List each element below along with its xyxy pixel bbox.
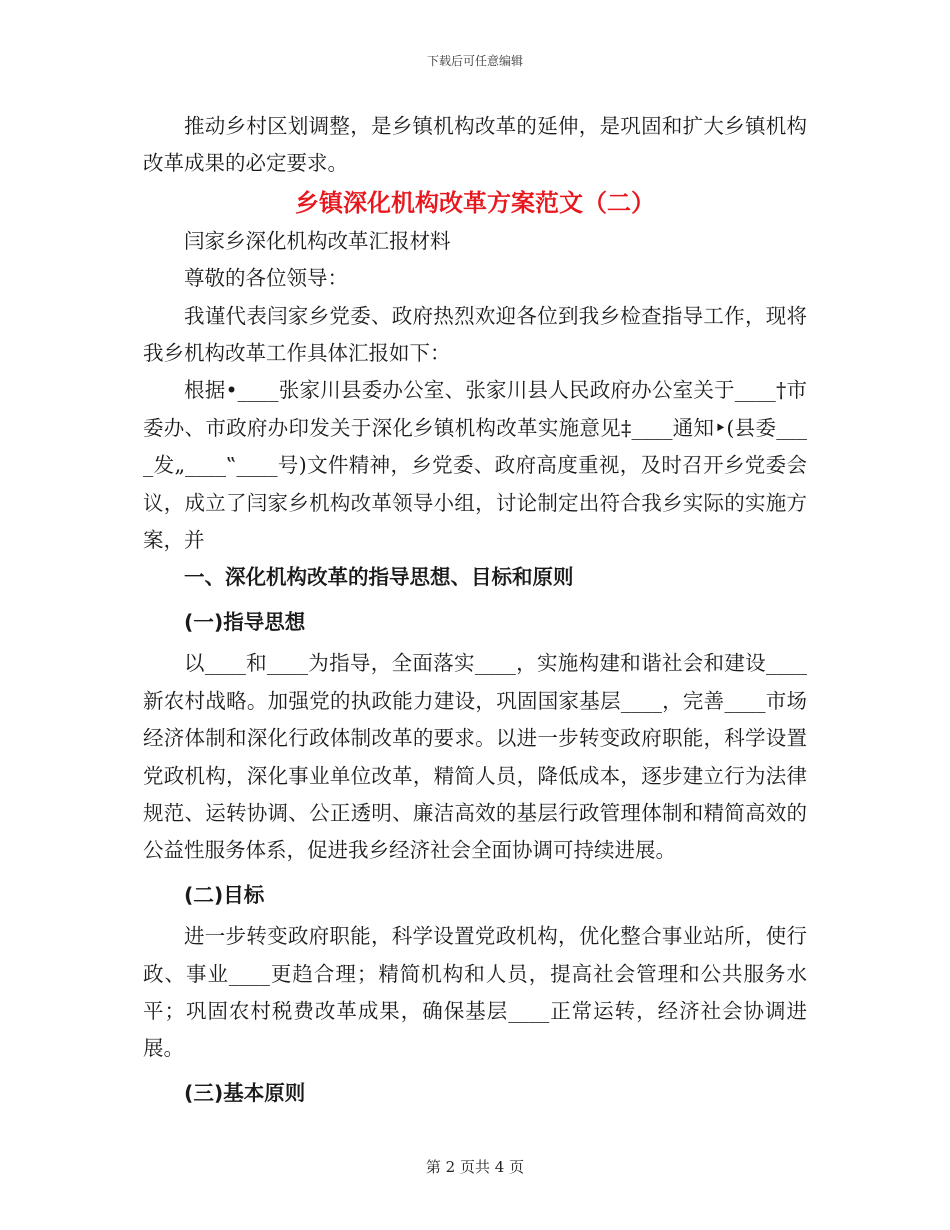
paragraph-goal: 进一步转变政府职能，科学设置党政机构，优化整合事业站所，使行政、事业____更趋合理；精简机构和人员，提高社会管理和公共服务水平；巩固农村税费改革成果，确保基层____正常运转，经济社会协调进展。 xyxy=(143,924,807,1061)
paragraph-welcome: 我谨代表闫家乡党委、政府热烈欢迎各位到我乡检查指导工作，现将我乡机构改革工作具体汇报如下： xyxy=(143,303,807,366)
paragraph-guiding-ideology: 以____和____为指导，全面落实____，实施构建和谐社会和建设____新农村战略。加强党的执政能力建设，巩固国家基层____，完善____市场经济体制和深化行政体制改革的要求。以进一步转变政府职能，科学设置党政机构，深化事业单位改革，精简人员，降低成本，逐步建立行为法律规范、运转协调、公正透明、廉洁高效的基层行政管理体制和精简高效的公益性服务体系，促进我乡经济社会全面协调可持续进展。 xyxy=(143,651,807,863)
subheading-principles: (三)基本原则 xyxy=(184,1080,306,1105)
paragraph-subtitle: 闫家乡深化机构改革汇报材料 xyxy=(184,228,451,253)
subheading-goal: (二)目标 xyxy=(184,882,265,907)
page-footer: 第 2 页共 4 页 xyxy=(425,1158,525,1176)
document-body xyxy=(143,108,807,1116)
document-title: 乡镇深化机构改革方案范文（二） xyxy=(295,188,655,217)
section-heading-1: 一、深化机构改革的指导思想、目标和原则 xyxy=(184,565,574,590)
paragraph-greeting: 尊敬的各位领导： xyxy=(184,266,348,291)
paragraph-intro: 推动乡村区划调整，是乡镇机构改革的延伸，是巩固和扩大乡镇机构改革成果的必定要求。 xyxy=(143,114,807,176)
page-header: 下载后可任意编辑 xyxy=(426,54,523,68)
paragraph-basis: 根据•____张家川县委办公室、张家川县人民政府办公室关于____†市委办、市政府办印发关于深化乡镇机构改革实施意见‡____通知‣(县委____发„____‟____号)文件精神，乡党委、政府高度重视，及时召开乡党委会议，成立了闫家乡机构改革领导小组，讨论制定出符合我乡实际的实施方案，并 xyxy=(143,378,807,553)
subheading-guiding-ideology: (一)指导思想 xyxy=(184,609,306,634)
